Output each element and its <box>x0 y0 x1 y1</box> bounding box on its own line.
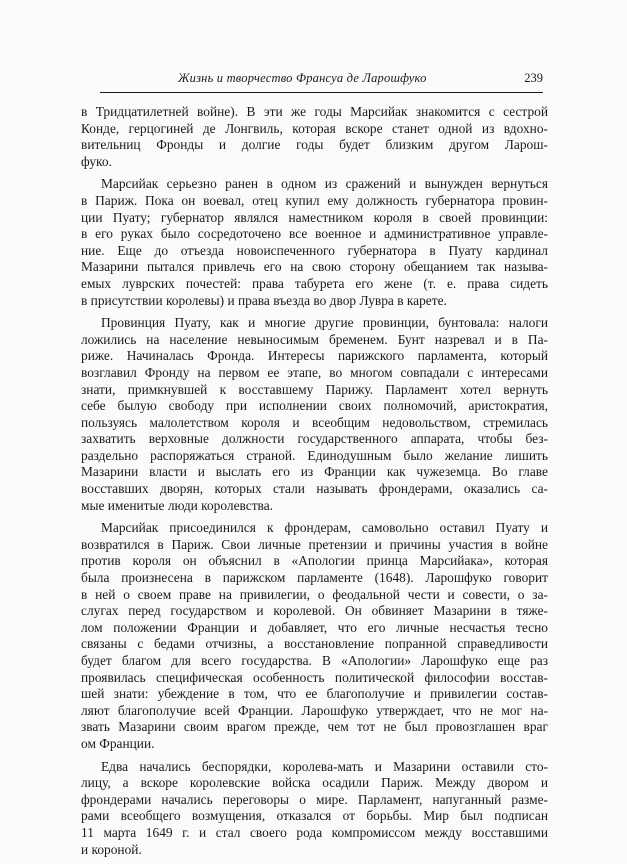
text-line: возвратился в Париж. Свои личные претензии и причины участия в войне <box>81 536 548 552</box>
text-line: Провинция Пуату, как и многие другие провинции, бунтовала: налоги <box>101 315 548 331</box>
text-line: ляют благополучие всей Франции. Ларошфуко утверждает, что не мог на- <box>81 702 548 718</box>
text-line: пользуясь малолетством короля и всеобщим недовольством, стремилась <box>81 414 548 430</box>
text-line: Конде, герцогиней де Лонгвиль, которая вскоре станет одной из вдохно- <box>81 120 548 136</box>
text-line: вительниц Фронды и долгие годы будет близким другом Ларош- <box>81 137 548 153</box>
text-line: возглавил Фронду на первом ее этапе, во многом совпадали с интересами <box>81 364 548 380</box>
text-line: слугах перед государством и королевой. Он обвиняет Мазарини в тяже- <box>81 603 548 619</box>
body-text <box>81 104 548 864</box>
text-line: будет благом для всего государства. В «Апологии» Ларошфуко еще раз <box>81 653 548 668</box>
text-line: звать Мазарини своим врагом прежде, чем тот не был провозглашен враг <box>81 719 548 735</box>
text-line: фуко. <box>81 153 112 169</box>
running-head <box>100 71 543 89</box>
text-line: Марсийак серьезно ранен в одном из сражений и вынужден вернуться <box>101 176 548 192</box>
text-line: 11 марта 1649 г. и стал своего рода компромиссом между восставшими <box>81 824 548 840</box>
paragraph <box>81 176 548 309</box>
text-line: ние. Еще до отъезда новоиспеченного губернатора в Пуату кардинал <box>81 242 548 258</box>
page-number: 239 <box>524 71 543 85</box>
text-line: в присутствии королевы) и права въезда во двор Лувра в карете. <box>81 292 447 308</box>
text-line: и короной. <box>81 841 142 857</box>
text-line: фрондерами начались переговоры о мире. Парламент, напуганный разме- <box>81 791 548 807</box>
running-title: Жизнь и творчество Франсуа де Ларошфуко <box>178 71 427 85</box>
text-line: ложились на население невыносимым бременем. Бунт назревал и в Па- <box>81 331 548 347</box>
paragraph <box>81 759 548 859</box>
text-line: восставших дворян, которых стали называть фрондерами, оказались са- <box>81 481 548 497</box>
text-line: ции Пуату; губернатор являлся наместником короля в своей провинции: <box>81 209 548 225</box>
text-line: шей знати: убеждение в том, что ее благополучие и привилегии состав- <box>81 686 548 702</box>
text-line: лом положении Франции и добавляет, что его личные несчастья тесно <box>81 619 548 635</box>
text-line: рами всеобщего возмущения, отказался от борьбы. Мир был подписан <box>81 808 548 824</box>
text-line: лицу, а вскоре королевские войска осадили Париж. Между двором и <box>81 775 548 791</box>
text-line: была произнесена в парижском парламенте (1648). Ларошфуко говорит <box>81 570 548 586</box>
text-line: Мазарини власти и выслать его из Франции как чужеземца. Во главе <box>81 464 548 480</box>
text-line: в его руках было сосредоточено все военное и административное управле- <box>81 226 548 242</box>
text-line: Марсийак присоединился к фрондерам, самовольно оставил Пуату и <box>101 520 548 536</box>
paragraph <box>81 520 548 752</box>
text-line: мые именитые люди королевства. <box>81 497 273 513</box>
text-line: ом Франции. <box>81 735 155 751</box>
header-rule <box>100 92 543 93</box>
text-line: знати, примкнувшей к восставшему Парижу. Парламент хотел вернуть <box>81 381 548 397</box>
text-line: в Тридцатилетней войне). В эти же годы Марсийак знакомится с сестрой <box>81 104 548 119</box>
text-line: Едва начались беспорядки, королева-мать и Мазарини оставили сто- <box>101 758 548 774</box>
text-line: против короля он объяснил в «Апологии принца Марсийака», которая <box>81 553 548 569</box>
text-line: емых луврских почестей: права табурета его жене (т. е. права сидеть <box>81 275 548 291</box>
text-line: Мазарини пытался привлечь его на свою сторону обещанием так называ- <box>81 259 548 275</box>
text-line: риже. Начиналась Фронда. Интересы парижского парламента, который <box>81 348 548 364</box>
text-line: в ней о своем праве на привилегии, о феодальной чести и совести, о за- <box>81 586 548 602</box>
paragraph <box>81 315 548 514</box>
text-line: связаны с бедами отчизны, а восстановление попранной справедливости <box>81 636 548 652</box>
text-line: в Париж. Пока он воевал, отец купил ему должность губернатора провин- <box>81 192 548 208</box>
text-line: раздельно распоряжаться страной. Единодушным было желание лишить <box>81 447 548 463</box>
paragraph <box>81 104 548 170</box>
text-line: себе былую свободу при исполнении своих полномочий, аристократия, <box>81 398 548 414</box>
text-line: проявилась специфическая особенность политической философии восстав- <box>81 669 548 685</box>
text-line: захватить верховные должности государственного аппарата, чтобы без- <box>81 431 548 447</box>
